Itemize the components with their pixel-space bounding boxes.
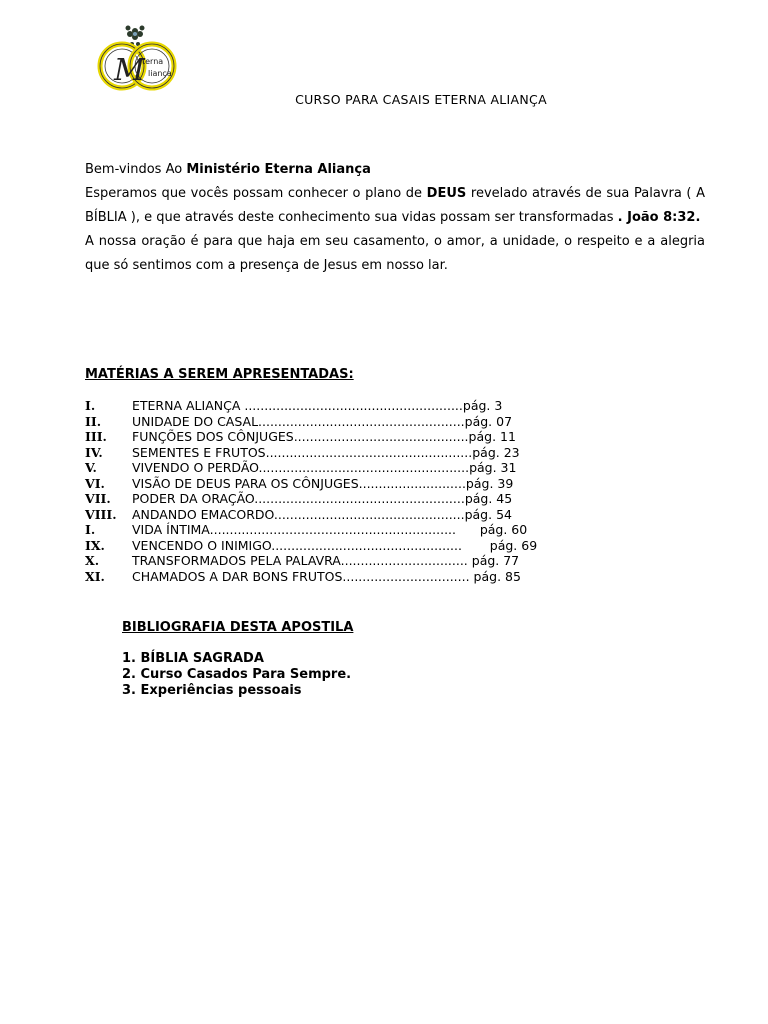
bibliography-list [122, 651, 351, 699]
toc-item: I. ETERNA ALIANÇ​A .......................................................pág. 3 [85, 398, 503, 413]
eterna-alianca-logo [94, 24, 186, 92]
toc-item: IX. VENCENDO O INIMIGO................................................ pág. 69 [85, 537, 538, 553]
ministry-name: Ministério Eterna Aliança [186, 162, 371, 177]
toc-item: I. VIDA ÍNTIMA.............................................................. pág. 60 [85, 522, 528, 537]
bible-reference: . João 8:32. [617, 210, 701, 225]
deus-word: DEUS [426, 186, 467, 201]
logo-text-line2: liança [148, 69, 172, 78]
bibliography-item: 2. Curso Casados Para Sempre. [122, 667, 352, 682]
toc-item: V. VIVENDO O PERDÃO.....................................................pág. 31 [85, 460, 517, 475]
bibliography-item: 3. Experiências pessoais [122, 683, 302, 698]
bibliography-item: 1. BÍBLIA SAGRADA [122, 651, 264, 666]
bibliography-title: BIBLIOGRAFIA DESTA APOSTILA [122, 620, 354, 635]
table-of-contents [85, 398, 605, 584]
intro-paragraph: Esperamos que vocês possam conhecer o plano de DEUS revelado através de sua Palavra ( A BÍBLIA ), e que através deste conhecimento sua vidas possam ser transformadas . João 8:32. [85, 186, 706, 225]
toc-item: VIII. ANDANDO EMACORDO................................................pág. 54 [85, 506, 512, 522]
subjects-title: MATÉRIAS A SEREM APRESENTADAS: [85, 367, 354, 382]
document-title: CURSO PARA CASAIS ETERNA ALIANÇA [295, 92, 547, 107]
logo-initial: M [114, 53, 145, 88]
toc-item: VI. VISÃO DE DEUS PARA OS CÔNJUGES...........................pág. 39 [85, 475, 514, 491]
prayer-paragraph: A nossa oração é para que haja em seu casamento, o amor, a unidade, o respeito e a alegria que só sentimos com a presença de Jesus em nosso lar. [85, 234, 705, 273]
intro-section [85, 158, 705, 278]
toc-item: VII. PODER DA ORAÇÃO.....................................................pág. 45 [85, 491, 513, 506]
toc-item: X. TRANSFORMADOS PELA PALAVRA................................ pág. 77 [85, 553, 520, 568]
toc-item: IV. SEMENTES E FRUTOS....................................................pág. 23 [85, 444, 520, 460]
logo-text-line1: terna [142, 57, 164, 66]
toc-item: III. FUNÇÕES DOS CÔNJUGES............................................pág. 11 [85, 429, 516, 444]
greeting: Bem-vindos Ao Ministério Eterna Aliança [85, 162, 371, 177]
toc-item: XI. CHAMADOS A DAR BONS FRUTOS................................ pág. 85 [85, 568, 521, 584]
toc-item: II. UNIDADE DO CASAL....................................................pág. 07 [85, 413, 513, 429]
